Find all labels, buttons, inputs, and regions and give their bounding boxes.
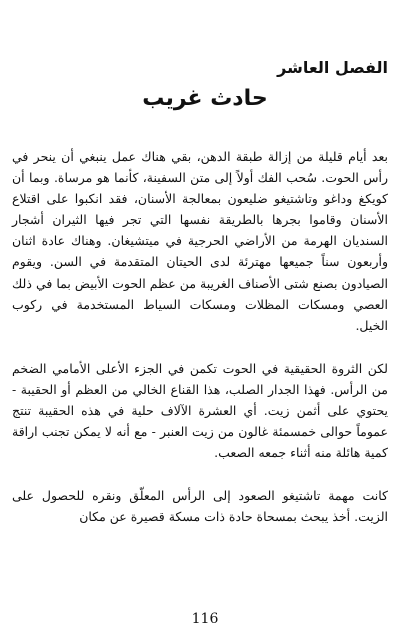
chapter-title: حادث غريب	[142, 86, 268, 111]
body-text	[12, 146, 388, 528]
paragraph: لكن الثروة الحقيقية في الحوت تكمن في الجزء الأعلى الأمامي الضخم من الرأس. فهذا الجدار الصلب، هذا القناع الخالي من العظم أو الحقيبة - يحتوي على أثمن زيت. أي العشرة الآلاف حلية في هذه الحقيبة تنتج عموماً حوالى خمسمئة غالون من زيت العنبر - مع أنه لا يمكن تجنب اراقة كمية هائلة منه أثناء جمعه الصعب.	[12, 360, 388, 461]
chapter-heading: الفصل العاشر	[277, 58, 388, 77]
paragraph: بعد أيام قليلة من إزالة طبقة الدهن، بقي هناك عمل ينبغي أن ينحر في رأس الحوت. سُحب الفك أولاً إلى متن السفينة، كأنما هو مرساة. وبما أن كويكغ وداغو وتاشتيغو ضليعون بمعالجة الأسنان، فقد انكبوا على اقتلاع الأسنان وقاموا بجرها بالطريقة نفسها التي تجر فيها الثيران أشجار السنديان الهرمة من الأراضي الحرجية في ميتشيغان. وهناك عادة اثنان وأربعون سناً جميعها مهترئة لدى الحيتان المتقدمة في السن. ويقوم الصيادون بصنع شتى الأصناف الغريبة من عظم الحوت الأبيض بما في ذلك العصي ومسكات المظلات ومسكات السياط المستخدمة في ركوب الخيل.	[12, 149, 388, 333]
page-number: 116	[191, 611, 219, 627]
paragraph: كانت مهمة تاشتيغو الصعود إلى الرأس المعلّق ونقره للحصول على الزيت. أخذ يبحث بمسحاة حادة ذات مسكة قصيرة عن مكان	[12, 488, 388, 525]
